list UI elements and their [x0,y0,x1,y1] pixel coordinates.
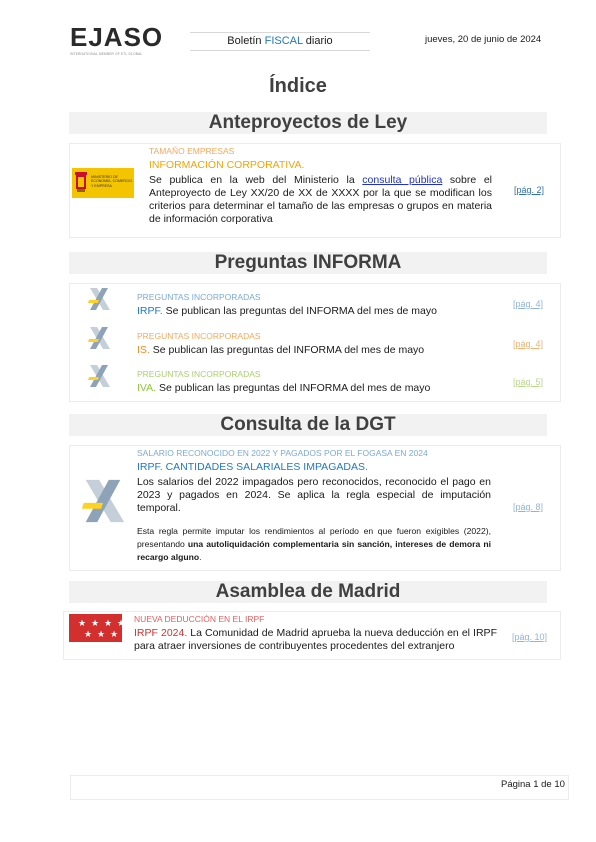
svg-text:★: ★ [77,619,87,629]
dgt-note-end: . [199,552,202,562]
informa-tax: IRPF. [137,305,163,317]
section-title-dgt: Consulta de la DGT [69,414,547,436]
madrid-text [134,627,497,653]
entries-informa [69,283,561,402]
informa-tax: IVA. [137,382,157,394]
dgt-body: Los salarios del 2022 impagados pero reconocidos, reconocido el pago en 2023 y pagados en 2024. Se aplica la regla especial de imputación temporal. [137,476,491,514]
page-ref-link[interactable]: [pág. 10] [512,632,548,642]
informa-category: PREGUNTAS INCORPORADAS [137,369,261,379]
svg-text:★: ★ [109,630,119,640]
entry-madrid [63,611,561,660]
entry-anteproyectos [69,143,561,238]
madrid-body: La Comunidad de Madrid aprueba la nueva deducción en el IRPF para atraer inversiones de contribuyentes procedentes del extranjero [134,627,497,652]
bulletin-prefix: Boletín [227,35,265,47]
svg-text:★: ★ [116,619,126,629]
ministry-logo-text: MINISTERIO DE ECONOMÍA, COMERCIO Y EMPRESA [91,175,133,188]
entry-headline: INFORMACIÓN CORPORATIVA. [149,159,305,171]
entry-body-end: sobre el Anteproyecto de Ley XX/20 de XX de XXXX por la que se modifican los criterios para determinar el tamaño de las empresas o grupos en materia de información corporativa [149,174,492,225]
madrid-flag [69,614,126,642]
svg-text:★: ★ [103,619,113,629]
svg-text:★: ★ [96,630,106,640]
informa-item-is [137,344,424,357]
footer-box [70,775,569,800]
ejaso-logo [70,22,164,58]
entry-body [149,174,492,226]
entry-body-start: Se publica en la web del Ministerio la [149,174,363,186]
stars-icon [69,614,126,642]
dgt-note-start: Esta regla permite imputar los rendimientos al período en que fueron exigibles (2022), presentando [137,526,491,549]
ministry-logo [72,168,134,198]
informa-text: Se publican las preguntas del INFORMA del mes de mayo [156,382,431,394]
bulletin-suffix: diario [302,35,333,47]
informa-text: Se publican las preguntas del INFORMA del mes de mayo [162,305,437,317]
page-ref-link[interactable]: [pág. 2] [514,185,545,195]
section-title-informa: Preguntas INFORMA [69,252,547,274]
dgt-category: SALARIO RECONOCIDO EN 2022 Y PAGADOS POR EL FOGASA EN 2024 [137,448,428,458]
section-title-anteproyectos: Anteproyectos de Ley [69,112,547,134]
entry-dgt [69,445,561,571]
bulletin-fiscal: FISCAL [264,35,303,47]
coat-of-arms-icon [74,172,88,194]
page-number: Página 1 de 10 [501,779,565,790]
aeat-logo-icon [86,286,112,312]
informa-item-iva [137,382,430,395]
informa-category: PREGUNTAS INCORPORADAS [137,331,261,341]
dgt-headline: IRPF. CANTIDADES SALARIALES IMPAGADAS. [137,461,368,473]
aeat-logo-icon [86,325,112,351]
informa-category: PREGUNTAS INCORPORADAS [137,292,261,302]
logo-tagline: INTERNATIONAL MEMBER OF ETL GLOBAL [70,52,143,56]
page-ref-link[interactable]: [pág. 8] [513,502,544,512]
aeat-logo-icon [86,363,112,389]
svg-text:★: ★ [83,630,93,640]
page-ref-link[interactable]: [pág. 4] [513,339,544,349]
bulletin-title [190,32,370,51]
informa-item-irpf [137,305,437,318]
madrid-category: NUEVA DEDUCCIÓN EN EL IRPF [134,614,265,624]
page-title: Índice [269,75,327,97]
informa-tax: IS. [137,344,150,356]
logo-word: EJASO [70,22,164,52]
dgt-note [137,525,491,564]
consulta-publica-link[interactable]: consulta pública [362,174,443,186]
svg-text:★: ★ [90,619,100,629]
aeat-logo-icon [78,476,128,526]
dgt-note-bold: una autoliquidación complementaria sin sanción, intereses de demora ni recargo alguno [137,539,491,562]
informa-text: Se publican las preguntas del INFORMA del mes de mayo [149,344,425,356]
page-ref-link[interactable]: [pág. 5] [513,377,544,387]
madrid-tax: IRPF 2024. [134,627,188,639]
page-ref-link[interactable]: [pág. 4] [513,299,544,309]
section-title-madrid: Asamblea de Madrid [69,581,547,603]
bulletin-date: jueves, 20 de junio de 2024 [425,34,542,45]
entry-category: TAMAÑO EMPRESAS [149,146,235,156]
